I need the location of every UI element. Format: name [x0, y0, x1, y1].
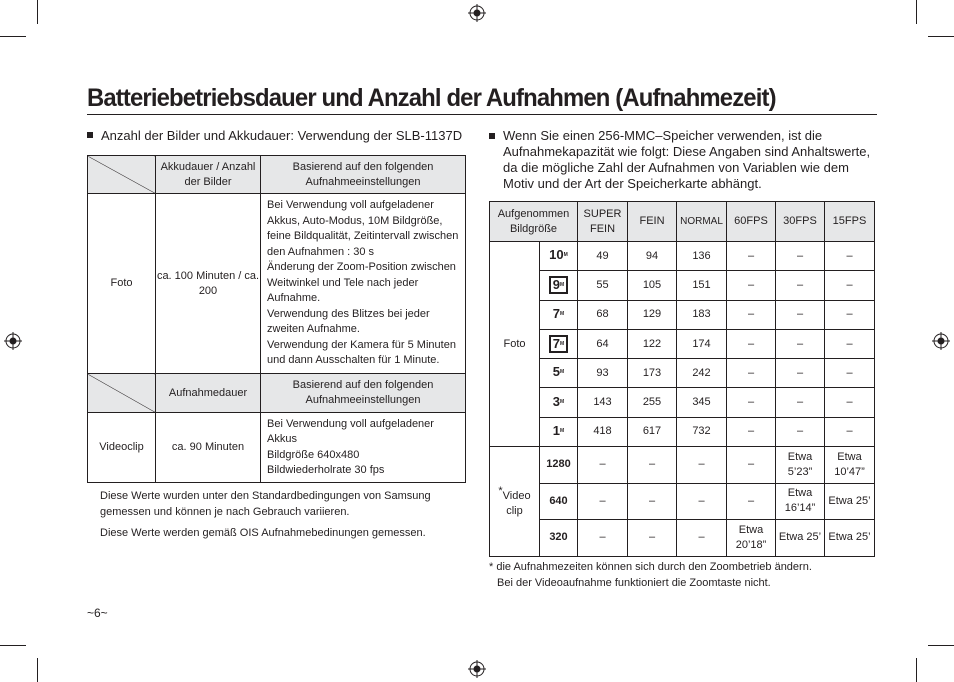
- registration-mark-icon: [468, 660, 486, 678]
- table-cell: –: [677, 520, 727, 557]
- table-cell: Etwa 20’18”: [727, 520, 776, 557]
- table-cell: –: [677, 447, 727, 484]
- crop-mark: [916, 658, 917, 682]
- video-settings: [261, 413, 466, 483]
- settings-line: Bildgröße 640x480: [267, 448, 360, 461]
- table-cell: 418: [578, 417, 628, 446]
- table-cell: –: [677, 483, 727, 520]
- settings-line: Verwendung des Blitzes bei jeder zweiten Aufnahme.: [267, 307, 430, 336]
- header-image-size: Aufgenommen Bildgröße: [490, 202, 578, 242]
- table-row: [490, 520, 875, 557]
- table-cell: –: [825, 329, 875, 358]
- registration-mark-icon: [468, 4, 486, 22]
- header-fein: FEIN: [628, 202, 677, 242]
- table-cell: –: [727, 417, 776, 446]
- settings-line: Bildwiederholrate 30 fps: [267, 464, 385, 476]
- settings-line: Bei Verwendung voll aufgeladener Akkus: [267, 417, 434, 445]
- table-row: [490, 417, 875, 446]
- size-icon-cell: [540, 359, 578, 388]
- image-size-icon: $7^M$: [549, 335, 568, 353]
- header-settings: Basierend auf den folgenden Aufnahmeeinstellungen: [261, 374, 466, 413]
- table-cell: –: [727, 388, 776, 417]
- title-rule: [87, 114, 877, 115]
- table-cell: –: [578, 483, 628, 520]
- table-cell: –: [776, 417, 825, 446]
- table-row: [490, 388, 875, 417]
- video-rows: [490, 447, 875, 557]
- table-cell: –: [727, 242, 776, 271]
- table-row: [490, 447, 875, 484]
- image-size-icon: $1^M$: [552, 422, 565, 438]
- table-row: [490, 271, 875, 300]
- table-cell: –: [825, 242, 875, 271]
- table-cell: 174: [677, 329, 727, 358]
- table-row: [490, 242, 875, 271]
- table-cell: 68: [578, 300, 628, 329]
- table-cell: Etwa 25’: [776, 520, 825, 557]
- note-standard-conditions: Diese Werte wurden unter den Standardbedingungen von Samsung gemessen und können je nach Gebrauch variieren.: [100, 490, 431, 518]
- header-30fps: 30FPS: [776, 202, 825, 242]
- table-cell: 129: [628, 300, 677, 329]
- diagonal-header-cell: [88, 156, 156, 194]
- table-cell: –: [578, 447, 628, 484]
- foto-rows: [490, 242, 875, 447]
- capacity-table: [489, 201, 875, 557]
- table-cell: Etwa 5’23”: [776, 447, 825, 484]
- foto-duration: ca. 100 Minuten / ca. 200: [156, 194, 261, 374]
- page-number: ~6~: [87, 606, 108, 620]
- image-size-icon: $10^M$: [549, 247, 568, 263]
- crop-mark: [928, 645, 954, 646]
- image-size-icon: $7^M$: [552, 305, 565, 321]
- table-cell: –: [825, 359, 875, 388]
- size-icon-cell: [540, 388, 578, 417]
- crop-mark: [37, 658, 38, 682]
- table-cell: 93: [578, 359, 628, 388]
- table-row: [490, 483, 875, 520]
- table-cell: –: [727, 271, 776, 300]
- table-cell: Etwa 25’: [825, 520, 875, 557]
- table-cell: 255: [628, 388, 677, 417]
- header-super-fein: SUPER FEIN: [578, 202, 628, 242]
- table-row: [490, 359, 875, 388]
- table-cell: –: [628, 483, 677, 520]
- table-cell: –: [776, 329, 825, 358]
- row-label-foto: Foto: [490, 242, 540, 447]
- table-cell: –: [776, 300, 825, 329]
- table-cell: –: [776, 242, 825, 271]
- table-cell: 105: [628, 271, 677, 300]
- row-label-foto: Foto: [88, 194, 156, 374]
- table-cell: –: [628, 447, 677, 484]
- image-size-icon: $3^M$: [552, 393, 565, 409]
- image-size-icon: $9^M$: [549, 276, 568, 294]
- crop-mark: [0, 645, 26, 646]
- foto-settings: [261, 194, 466, 374]
- table-cell: 345: [677, 388, 727, 417]
- size-icon-cell: [540, 271, 578, 300]
- header-settings: Basierend auf den folgenden Aufnahmeeinstellungen: [261, 156, 466, 194]
- registration-mark-icon: [4, 332, 22, 350]
- table-cell: Etwa 10’47”: [825, 447, 875, 484]
- header-duration: Akkudauer / Anzahl der Bilder: [156, 156, 261, 194]
- settings-line: Bei Verwendung voll aufgeladener Akkus, Auto-Modus, 10M Bildgröße, feine Bildqualität, Zeitintervall zwischen den Aufnahmen : 30 s: [267, 199, 459, 258]
- bullet-icon: [489, 133, 495, 139]
- crop-mark: [37, 0, 38, 24]
- size-icon-cell: [540, 242, 578, 271]
- table-cell: –: [825, 271, 875, 300]
- video-duration: ca. 90 Minuten: [156, 413, 261, 483]
- bullet-icon: [87, 132, 93, 138]
- table-cell: 49: [578, 242, 628, 271]
- size-icon-cell: [540, 329, 578, 358]
- table-cell: –: [776, 359, 825, 388]
- table-cell: –: [825, 388, 875, 417]
- table-cell: 136: [677, 242, 727, 271]
- table-cell: –: [825, 417, 875, 446]
- registration-mark-icon: [932, 332, 950, 350]
- crop-mark: [0, 36, 26, 37]
- table-cell: 143: [578, 388, 628, 417]
- header-recording-duration: Aufnahmedauer: [156, 374, 261, 413]
- diagonal-header-cell: [88, 374, 156, 413]
- table-cell: –: [727, 359, 776, 388]
- table-cell: 173: [628, 359, 677, 388]
- table-cell: –: [776, 388, 825, 417]
- table-cell: –: [578, 520, 628, 557]
- size-icon-cell: [540, 300, 578, 329]
- left-heading: Anzahl der Bilder und Akkudauer: Verwendung der SLB-1137D: [87, 128, 472, 144]
- right-heading: Wenn Sie einen 256-MMC–Speicher verwenden, ist die Aufnahmekapazität wie folgt: Diese Angaben sind Anhaltswerte, da die mögliche Zahl der Aufnahmen von Variablen wie dem Motiv und der Art der Speicherkarte abhängt.: [489, 128, 881, 192]
- footnote-star: *: [498, 484, 503, 497]
- row-label-videoclip: Videoclip: [88, 413, 156, 483]
- header-60fps: 60FPS: [727, 202, 776, 242]
- table-cell: 151: [677, 271, 727, 300]
- table-cell: –: [727, 300, 776, 329]
- size-icon-cell: [540, 417, 578, 446]
- table-cell: 242: [677, 359, 727, 388]
- video-resolution: 1280: [540, 447, 578, 484]
- note-ois: Diese Werte werden gemäß OIS Aufnahmebedinungen gemessen.: [100, 527, 426, 539]
- table-cell: 94: [628, 242, 677, 271]
- table-row: [490, 329, 875, 358]
- table-cell: –: [776, 271, 825, 300]
- video-resolution: 640: [540, 483, 578, 520]
- table-cell: 55: [578, 271, 628, 300]
- header-15fps: 15FPS: [825, 202, 875, 242]
- row-label-video-clip: [490, 447, 540, 557]
- video-resolution: 320: [540, 520, 578, 557]
- table-cell: –: [727, 483, 776, 520]
- table-row: [490, 300, 875, 329]
- table-cell: 122: [628, 329, 677, 358]
- table-cell: 183: [677, 300, 727, 329]
- battery-table: [87, 155, 466, 483]
- video-clip-label: Video clip: [502, 489, 531, 517]
- settings-line: Änderung der Zoom-Position zwischen Weitwinkel und Tele nach jeder Aufnahme.: [267, 261, 456, 305]
- crop-mark: [928, 36, 954, 37]
- footnote-zoom-button: Bei der Videoaufnahme funktioniert die Zoomtaste nicht.: [497, 577, 771, 589]
- table-cell: 64: [578, 329, 628, 358]
- crop-mark: [916, 0, 917, 24]
- table-cell: –: [727, 329, 776, 358]
- settings-line: Verwendung der Kamera für 5 Minuten und dann Ausschalten für 1 Minute.: [267, 338, 456, 367]
- table-cell: –: [628, 520, 677, 557]
- table-cell: 617: [628, 417, 677, 446]
- header-normal: NORMAL: [677, 202, 727, 242]
- footnote-zoom: * die Aufnahmezeiten können sich durch den Zoombetrieb ändern.: [489, 561, 812, 573]
- table-cell: 732: [677, 417, 727, 446]
- table-cell: –: [727, 447, 776, 484]
- page-title: Batteriebetriebsdauer und Anzahl der Aufnahmen (Aufnahmezeit): [87, 84, 776, 112]
- image-size-icon: $5^M$: [552, 364, 565, 380]
- table-cell: Etwa 25’: [825, 483, 875, 520]
- table-cell: –: [825, 300, 875, 329]
- table-cell: Etwa 16’14”: [776, 483, 825, 520]
